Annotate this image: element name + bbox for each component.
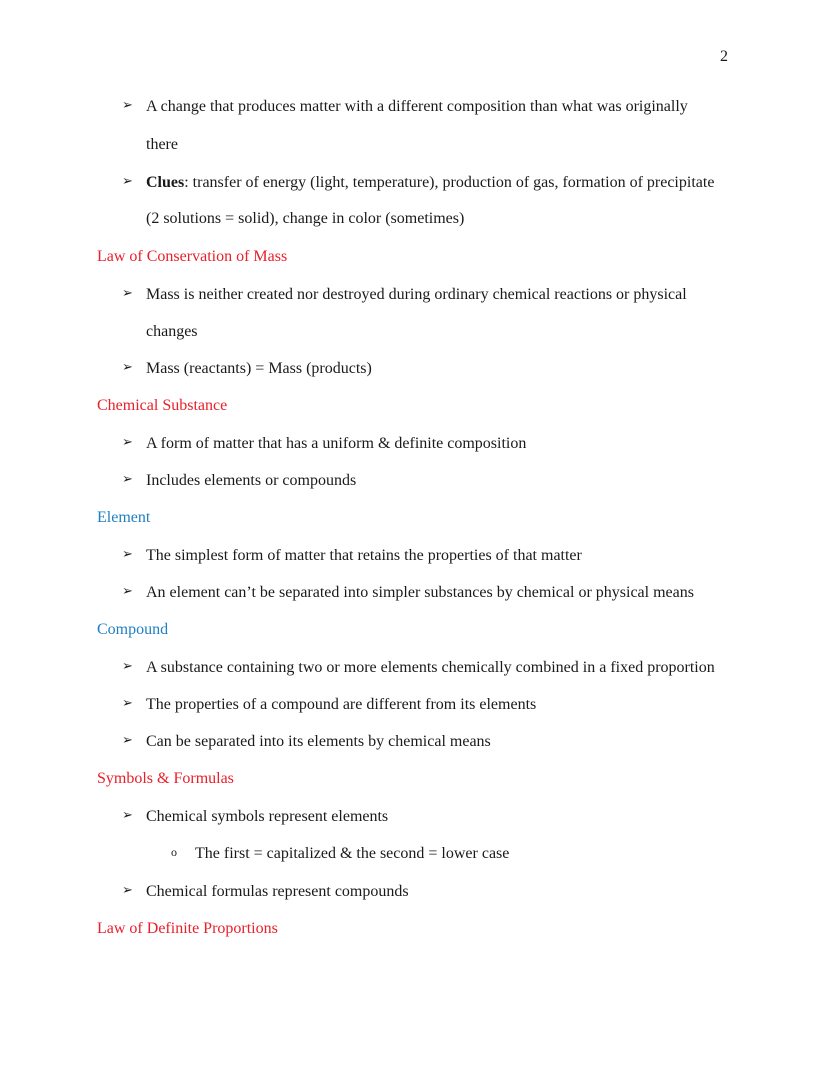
arrow-bullet-icon: ➢ (122, 732, 133, 747)
heading-definite-proportions: Law of Definite Proportions (97, 920, 278, 937)
circle-bullet-icon: o (171, 845, 177, 859)
arrow-bullet-icon: ➢ (122, 434, 133, 449)
arrow-bullet-icon: ➢ (122, 173, 133, 188)
heading-conservation-of-mass: Law of Conservation of Mass (97, 248, 288, 265)
sub-bullet-text: The first = capitalized & the second = lower case (195, 845, 510, 862)
arrow-bullet-icon: ➢ (122, 695, 133, 710)
arrow-bullet-icon: ➢ (122, 583, 133, 598)
page-number: 2 (720, 48, 728, 65)
arrow-bullet-icon: ➢ (122, 471, 133, 486)
arrow-bullet-icon: ➢ (122, 359, 133, 374)
bullet-text: A substance containing two or more elements chemically combined in a fixed proportion (146, 659, 715, 676)
bullet-text-cont: (2 solutions = solid), change in color (sometimes) (146, 210, 465, 227)
bullet-text: Chemical symbols represent elements (146, 808, 389, 825)
arrow-bullet-icon: ➢ (122, 882, 133, 897)
arrow-bullet-icon: ➢ (122, 807, 133, 822)
bullet-text-cont: there (146, 136, 178, 153)
arrow-bullet-icon: ➢ (122, 546, 133, 561)
heading-chemical-substance: Chemical Substance (97, 397, 228, 414)
bullet-text: The simplest form of matter that retains the properties of that matter (146, 547, 582, 564)
heading-compound: Compound (97, 621, 169, 638)
heading-element: Element (97, 509, 151, 526)
bullet-text: A change that produces matter with a different composition than what was originally (146, 98, 688, 115)
arrow-bullet-icon: ➢ (122, 658, 133, 673)
arrow-bullet-icon: ➢ (122, 97, 133, 112)
bullet-text: The properties of a compound are different from its elements (146, 696, 537, 713)
bullet-text: Mass is neither created nor destroyed during ordinary chemical reactions or physical (146, 286, 687, 303)
heading-symbols-formulas: Symbols & Formulas (97, 770, 234, 787)
bullet-text: Includes elements or compounds (146, 472, 357, 489)
clues-label: Clues (146, 174, 185, 191)
bullet-text: Chemical formulas represent compounds (146, 883, 409, 900)
bullet-text: Can be separated into its elements by chemical means (146, 733, 491, 750)
bullet-text: A form of matter that has a uniform & definite composition (146, 435, 527, 452)
arrow-bullet-icon: ➢ (122, 285, 133, 300)
bullet-text: Clues: transfer of energy (light, temperature), production of gas, formation of precipitate (146, 174, 715, 191)
bullet-text: An element can’t be separated into simpler substances by chemical or physical means (146, 584, 694, 601)
bullet-text-cont: changes (146, 323, 198, 340)
bullet-text: Mass (reactants) = Mass (products) (146, 360, 372, 377)
